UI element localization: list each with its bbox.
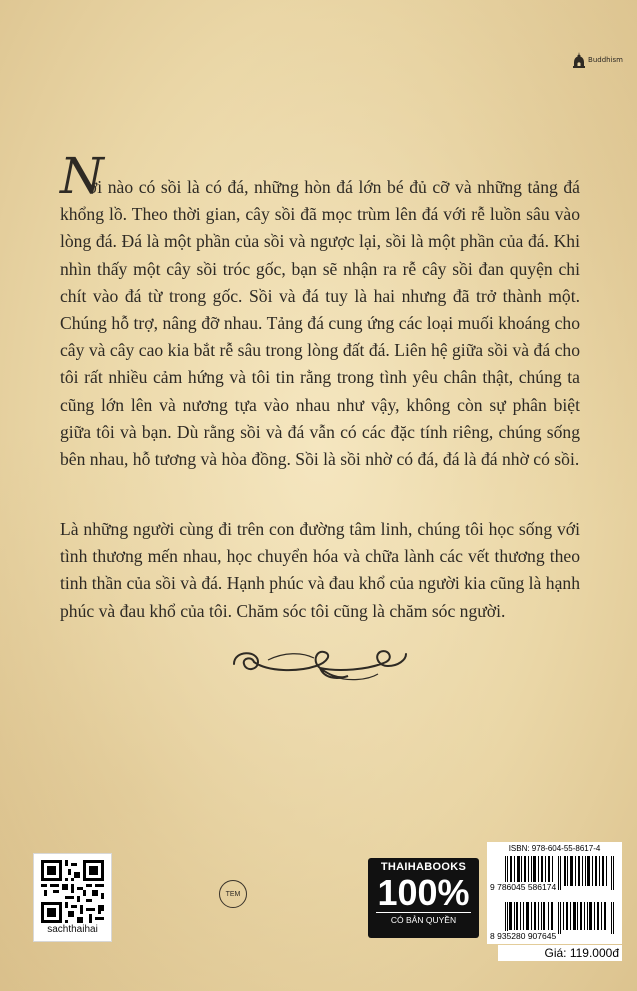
barcode-panel bbox=[487, 842, 622, 944]
isbn-number: 9 786045 586174 bbox=[490, 882, 557, 892]
paragraph-2: Là những người cùng đi trên con đường tâm linh, chúng tôi học sống với tình thương mến nhau, học chuyển hóa và chữa lành các vết thương theo tinh thần của sồi và đá. Hạnh phúc và đau khổ của người kia cũng là hạnh phúc và đau khổ của tôi. Chăm sóc tôi cũng là chăm sóc người. bbox=[60, 519, 580, 621]
paragraph-1 bbox=[60, 147, 580, 473]
dropcap: N bbox=[60, 147, 104, 205]
price-label: Giá: 119.000đ bbox=[498, 945, 622, 961]
qr-label: sachthaihai bbox=[47, 924, 98, 935]
qr-code-icon bbox=[41, 860, 104, 923]
ean-number: 8 935280 907645 bbox=[490, 931, 557, 941]
publisher-logo-text: Buddhism bbox=[588, 56, 623, 64]
copyright-percent: 100% bbox=[377, 872, 470, 913]
copyright-brand: THAIHABOOKS bbox=[380, 861, 467, 873]
stupa-icon bbox=[573, 52, 585, 68]
publisher-logo bbox=[573, 52, 623, 68]
ean-barcode-icon bbox=[505, 902, 615, 934]
isbn-text: ISBN: 978-604-55-8617-4 bbox=[508, 844, 601, 853]
stamp-tem: TEM bbox=[219, 880, 247, 908]
copyright-caption: CÓ BẢN QUYỀN bbox=[376, 912, 471, 925]
flourish-divider-icon bbox=[228, 640, 412, 688]
qr-code-box bbox=[33, 853, 112, 942]
copyright-badge bbox=[368, 858, 479, 938]
paragraph-1-text: ơi nào có sồi là có đá, những hòn đá lớn bé đủ cỡ và những tảng đá khổng lồ. Theo thời gian, cây sồi đã mọc trùm lên đá với rễ luồn sâu vào lòng đá. Đá là một phần của sồi và ngược lại, sồi là một phần của đá. Khi nhìn thấy một cây sồi tróc gốc, bạn sẽ nhận ra rễ cây sồi đan quyện chi chít vào đá từ trong gốc. Sồi và đá tuy là hai nhưng đã trở thành một. Chúng hỗ trợ, nâng đỡ nhau. Tảng đá cung ứng các loại muối khoáng cho cây và cây cao kia bắt rễ sâu trong lòng đất đá. Liên hệ giữa sồi và đá cho tôi rất nhiều cảm hứng và tôi tin rằng trong tình yêu chân thật, chúng ta cũng lớn lên và nương tựa vào nhau như vậy, không còn sự phân biệt giữa tôi và bạn. Dù rằng sồi và đá vẫn có các đặc tính riêng, chúng sống bên nhau, hỗ tương và hòa đồng. Sồi là sồi nhờ có đá, đá là đá nhờ có sồi. bbox=[60, 177, 580, 470]
